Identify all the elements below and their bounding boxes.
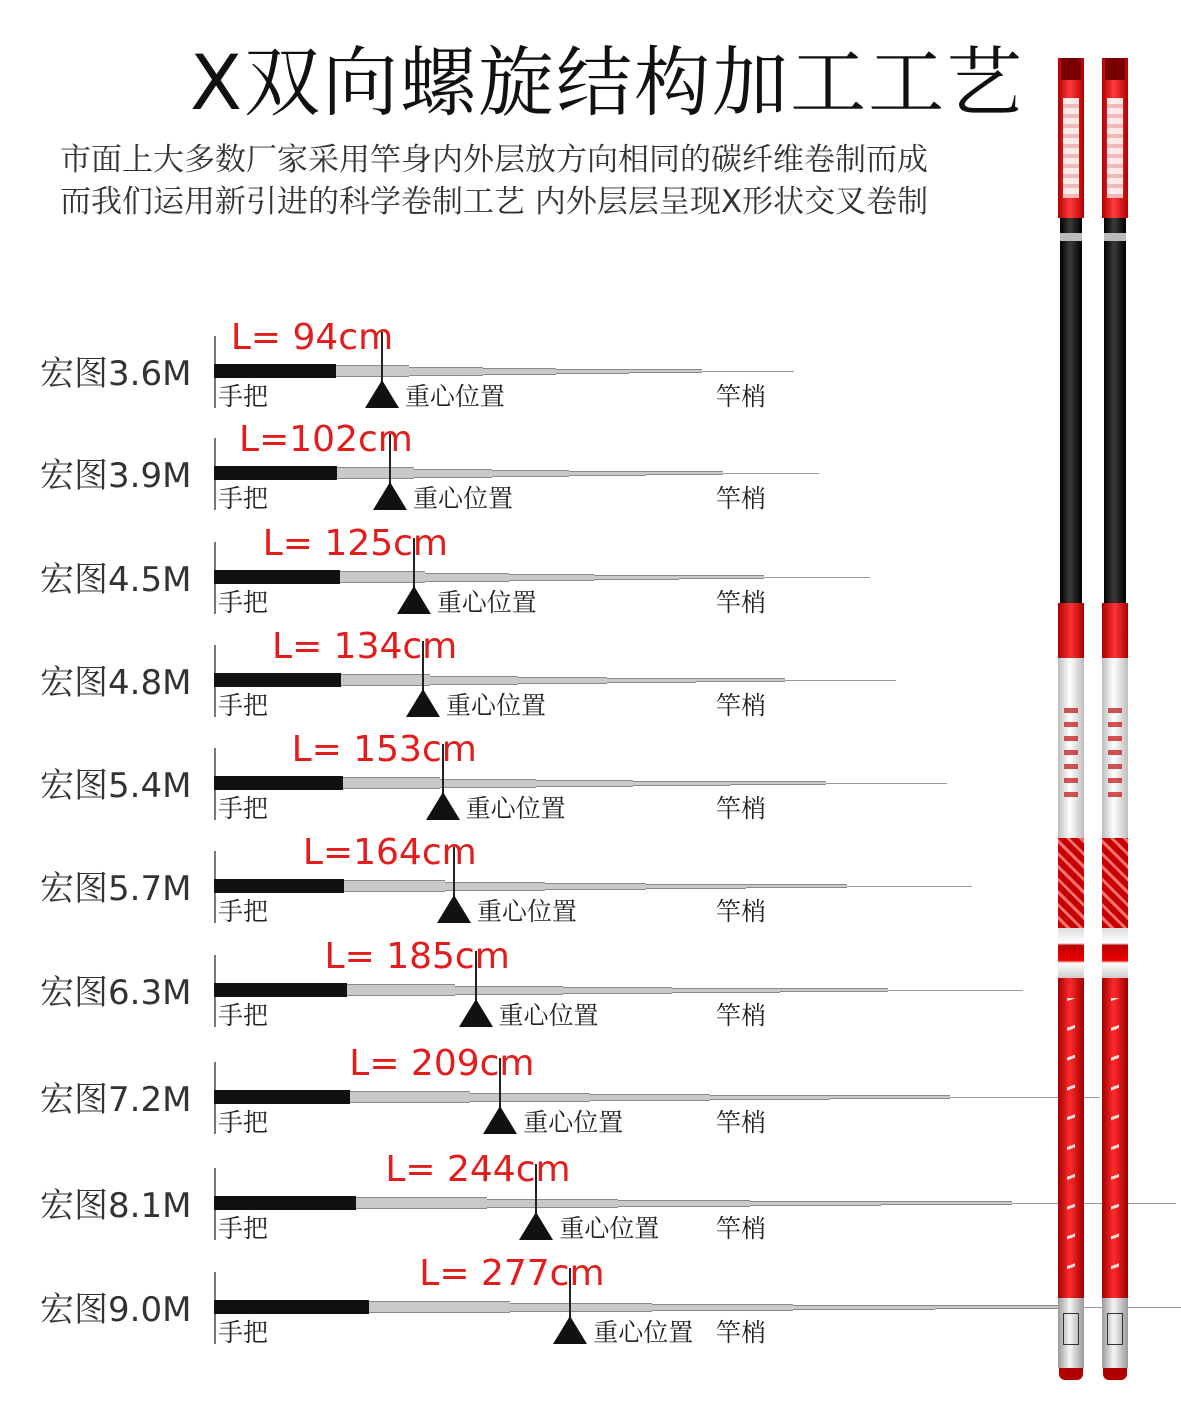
balance-length-label: L=102cm — [239, 419, 413, 460]
rod-tip-section — [847, 886, 973, 887]
rod-section — [336, 365, 409, 377]
model-name: 宏图9.0M — [40, 1290, 192, 1330]
rod-section — [356, 1197, 487, 1209]
center-of-gravity-label: 重心位置 — [559, 1214, 660, 1243]
tip-label: 竿梢 — [716, 897, 767, 926]
center-of-gravity-label: 重心位置 — [476, 897, 577, 926]
rod-section — [414, 469, 491, 478]
rod-section — [830, 1095, 950, 1099]
balance-length-label: L= 277cm — [419, 1253, 605, 1294]
handle-label: 手把 — [218, 1318, 269, 1347]
rod-section — [569, 471, 646, 476]
rod-row — [0, 419, 1181, 542]
rod-section — [780, 988, 888, 992]
handle-label: 手把 — [218, 897, 269, 926]
rod-handle-section — [214, 364, 336, 378]
center-of-gravity-triangle-icon — [373, 482, 407, 510]
rod-section — [536, 780, 633, 787]
rod-section — [470, 1093, 590, 1102]
rod-row — [0, 626, 1181, 749]
rod-section — [409, 367, 482, 376]
tip-label: 竿梢 — [716, 382, 767, 411]
tip-label: 竿梢 — [716, 1001, 767, 1030]
rod-section — [430, 676, 519, 685]
model-name: 宏图4.8M — [40, 663, 192, 703]
center-of-gravity-label: 重心位置 — [404, 382, 505, 411]
rod-section — [343, 777, 440, 789]
rod-handle-section — [214, 1090, 350, 1104]
rod-handle-section — [214, 466, 337, 480]
model-name: 宏图8.1M — [40, 1186, 192, 1226]
balance-length-label: L= 153cm — [291, 729, 477, 770]
rod-handle-section — [214, 673, 341, 687]
rod-section — [594, 575, 679, 580]
handle-label: 手把 — [218, 1108, 269, 1137]
rod-section — [563, 987, 671, 994]
rod-section — [487, 1199, 618, 1208]
handle-label: 手把 — [218, 691, 269, 720]
balance-length-label: L= 244cm — [385, 1149, 571, 1190]
rod-section — [646, 884, 746, 889]
model-name: 宏图5.4M — [40, 766, 192, 806]
rod-section — [793, 1305, 934, 1310]
rod-tip-section — [1076, 1307, 1181, 1308]
model-name: 宏图5.7M — [40, 869, 192, 909]
rod-row — [0, 523, 1181, 646]
rod-section — [696, 678, 785, 682]
handle-label: 手把 — [218, 794, 269, 823]
center-of-gravity-triangle-icon — [483, 1106, 517, 1134]
model-name: 宏图3.9M — [40, 456, 192, 496]
center-of-gravity-label: 重心位置 — [446, 691, 547, 720]
rod-section — [750, 1201, 881, 1206]
rod-section — [629, 369, 702, 373]
rod-section — [344, 880, 444, 892]
rod-handle-section — [214, 776, 343, 790]
rod-tip-section — [785, 680, 896, 681]
rod-row — [0, 832, 1181, 955]
rod-section — [730, 781, 827, 785]
rod-section — [455, 986, 563, 995]
tip-label: 竿梢 — [716, 484, 767, 513]
rod-section — [607, 678, 696, 683]
subtitle-line-1: 市面上大多数厂家采用竿身内外层放方向相同的碳纤维卷制而成 — [60, 142, 928, 178]
rod-section — [341, 674, 430, 686]
rod-section — [369, 1301, 510, 1313]
center-of-gravity-triangle-icon — [426, 792, 460, 820]
rod-section — [590, 1094, 710, 1101]
rod-section — [633, 781, 730, 786]
tip-label: 竿梢 — [716, 1318, 767, 1347]
rod-section — [483, 368, 556, 375]
tip-label: 竿梢 — [716, 1108, 767, 1137]
rod-section — [337, 467, 414, 479]
handle-label: 手把 — [218, 1001, 269, 1030]
rod-section — [746, 884, 846, 888]
rod-handle-section — [214, 1196, 356, 1210]
tip-label: 竿梢 — [716, 588, 767, 617]
brand-logo-icon — [1107, 1313, 1123, 1345]
rod-row — [0, 936, 1181, 1059]
center-of-gravity-label: 重心位置 — [498, 1001, 599, 1030]
rod-section — [672, 988, 780, 993]
rod-row — [0, 1253, 1181, 1376]
rod-section — [652, 1304, 793, 1311]
rod-left-image — [1058, 58, 1084, 1380]
rod-section — [618, 1200, 749, 1207]
rod-tip-section — [1012, 1203, 1176, 1204]
subtitle-line-2: 而我们运用新引进的科学卷制工艺 内外层层呈现X形状交叉卷制 — [60, 184, 929, 220]
handle-label: 手把 — [218, 588, 269, 617]
center-of-gravity-triangle-icon — [406, 689, 440, 717]
rod-section — [440, 779, 537, 788]
center-of-gravity-label: 重心位置 — [523, 1108, 624, 1137]
tip-label: 竿梢 — [716, 1214, 767, 1243]
model-name: 宏图4.5M — [40, 560, 192, 600]
rod-section — [646, 471, 723, 475]
rod-section — [425, 573, 510, 582]
rod-section — [881, 1201, 1012, 1205]
rod-handle-section — [214, 879, 344, 893]
center-of-gravity-label: 重心位置 — [413, 484, 514, 513]
rod-tip-section — [888, 990, 1023, 991]
tip-label: 竿梢 — [716, 691, 767, 720]
handle-label: 手把 — [218, 484, 269, 513]
balance-length-label: L= 94cm — [230, 317, 394, 358]
model-name: 宏图7.2M — [40, 1080, 192, 1120]
center-of-gravity-triangle-icon — [459, 999, 493, 1027]
center-of-gravity-triangle-icon — [553, 1316, 587, 1344]
rod-handle-section — [214, 983, 347, 997]
center-of-gravity-label: 重心位置 — [465, 794, 566, 823]
rod-section — [492, 470, 569, 477]
rod-section — [556, 369, 629, 374]
rod-row — [0, 1043, 1181, 1166]
center-of-gravity-triangle-icon — [397, 586, 431, 614]
rod-section — [518, 677, 607, 684]
center-of-gravity-label: 重心位置 — [593, 1318, 694, 1347]
rod-section — [350, 1091, 470, 1103]
balance-length-label: L=164cm — [302, 832, 477, 873]
center-of-gravity-triangle-icon — [437, 895, 471, 923]
center-of-gravity-triangle-icon — [365, 380, 399, 408]
brand-logo-icon — [1063, 1313, 1079, 1345]
handle-label: 手把 — [218, 382, 269, 411]
balance-length-label: L= 209cm — [349, 1043, 535, 1084]
balance-length-label: L= 185cm — [324, 936, 510, 977]
rod-tip-section — [826, 783, 947, 784]
rod-handle-section — [214, 570, 340, 584]
rod-section — [510, 1303, 651, 1312]
rod-section — [347, 984, 455, 996]
rod-row — [0, 317, 1181, 440]
rod-handle-section — [214, 1300, 369, 1314]
handle-label: 手把 — [218, 1214, 269, 1243]
center-of-gravity-label: 重心位置 — [436, 588, 537, 617]
rod-section — [679, 575, 764, 579]
rod-section — [545, 883, 645, 890]
rod-row — [0, 729, 1181, 852]
rod-right-image — [1102, 58, 1128, 1380]
page-title: X双向螺旋结构加工工艺 — [190, 38, 1025, 127]
rod-tip-section — [702, 371, 794, 372]
rod-tip-section — [764, 577, 870, 578]
rod-section — [710, 1095, 830, 1100]
tip-label: 竿梢 — [716, 794, 767, 823]
rod-section — [509, 574, 594, 581]
rod-tip-section — [723, 473, 819, 474]
balance-length-label: L= 134cm — [272, 626, 458, 667]
model-name: 宏图6.3M — [40, 973, 192, 1013]
rod-section — [935, 1305, 1076, 1309]
center-of-gravity-triangle-icon — [519, 1212, 553, 1240]
rod-section — [445, 882, 545, 891]
model-name: 宏图3.6M — [40, 354, 192, 394]
balance-length-label: L= 125cm — [262, 523, 448, 564]
